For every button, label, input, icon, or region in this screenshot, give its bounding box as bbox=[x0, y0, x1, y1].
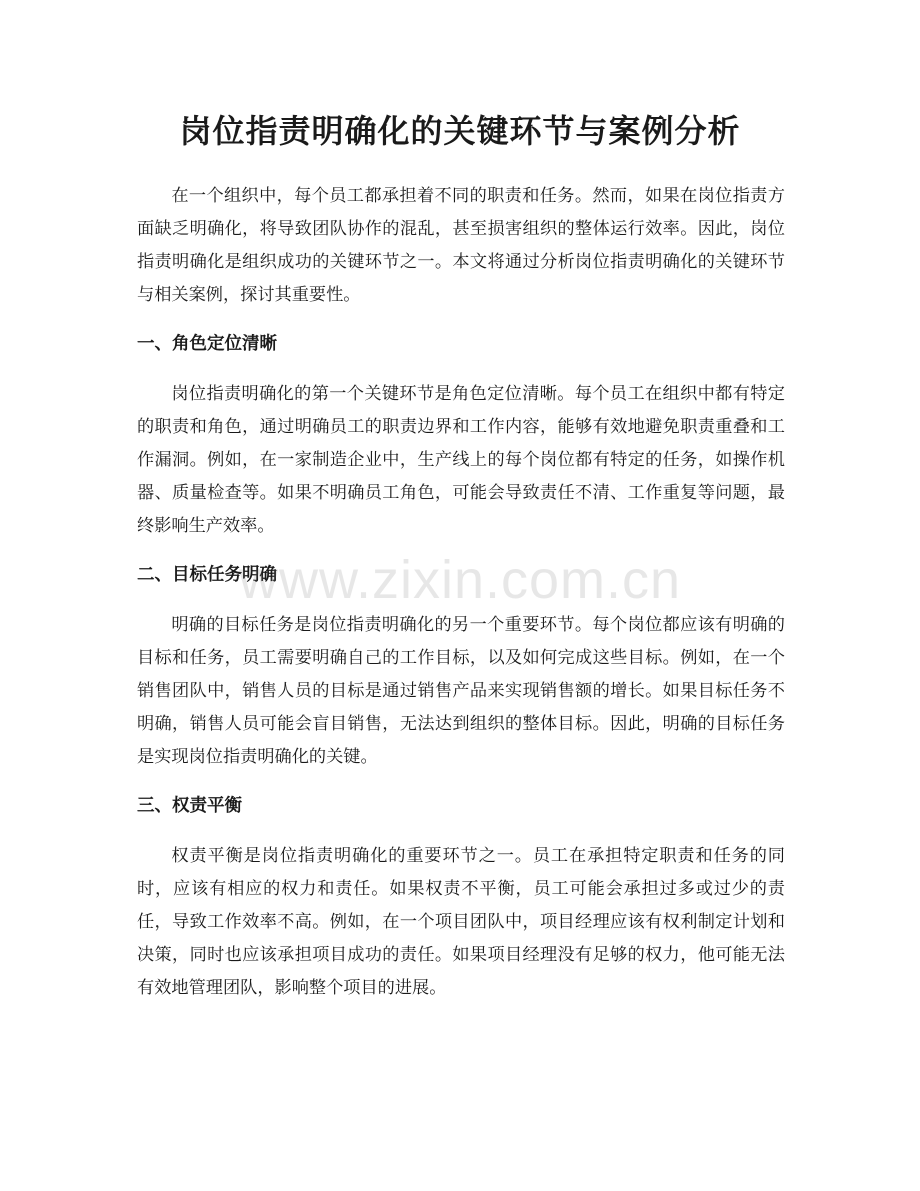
section-heading-2: 二、目标任务明确 bbox=[137, 565, 277, 585]
document-title: 岗位指责明确化的关键环节与案例分析 bbox=[179, 112, 741, 150]
document-body bbox=[137, 180, 785, 1005]
section-body-2: 明确的目标任务是岗位指责明确化的另一个重要环节。每个岗位都应该有明确的目标和任务，员工需要明确自己的工作目标，以及如何完成这些目标。例如，在一个销售团队中，销售人员的目标是通过销售产品来实现销售额的增长。如果目标任务不明确，销售人员可能会盲目销售，无法达到组织的整体目标。因此，明确的目标任务是实现岗位指责明确化的关键。 bbox=[137, 615, 785, 767]
intro-paragraph: 在一个组织中，每个员工都承担着不同的职责和任务。然而，如果在岗位指责方面缺乏明确化，将导致团队协作的混乱，甚至损害组织的整体运行效率。因此，岗位指责明确化是组织成功的关键环节之一。本文将通过分析岗位指责明确化的关键环节与相关案例，探讨其重要性。 bbox=[137, 186, 785, 305]
section-heading-3: 三、权责平衡 bbox=[137, 796, 242, 816]
section-heading-1: 一、角色定位清晰 bbox=[137, 334, 277, 354]
section-body-3: 权责平衡是岗位指责明确化的重要环节之一。员工在承担特定职责和任务的同时，应该有相应的权力和责任。如果权责不平衡，员工可能会承担过多或过少的责任，导致工作效率不高。例如，在一个项目团队中，项目经理应该有权利制定计划和决策，同时也应该承担项目成功的责任。如果项目经理没有足够的权力，他可能无法有效地管理团队，影响整个项目的进展。 bbox=[137, 846, 785, 998]
watermark: www.zixin.com.cn bbox=[238, 550, 682, 610]
section-body-1: 岗位指责明确化的第一个关键环节是角色定位清晰。每个员工在组织中都有特定的职责和角色，通过明确员工的职责边界和工作内容，能够有效地避免职责重叠和工作漏洞。例如，在一家制造企业中，生产线上的每个岗位都有特定的任务，如操作机器、质量检查等。如果不明确员工角色，可能会导致责任不清、工作重复等问题，最终影响生产效率。 bbox=[137, 384, 785, 536]
